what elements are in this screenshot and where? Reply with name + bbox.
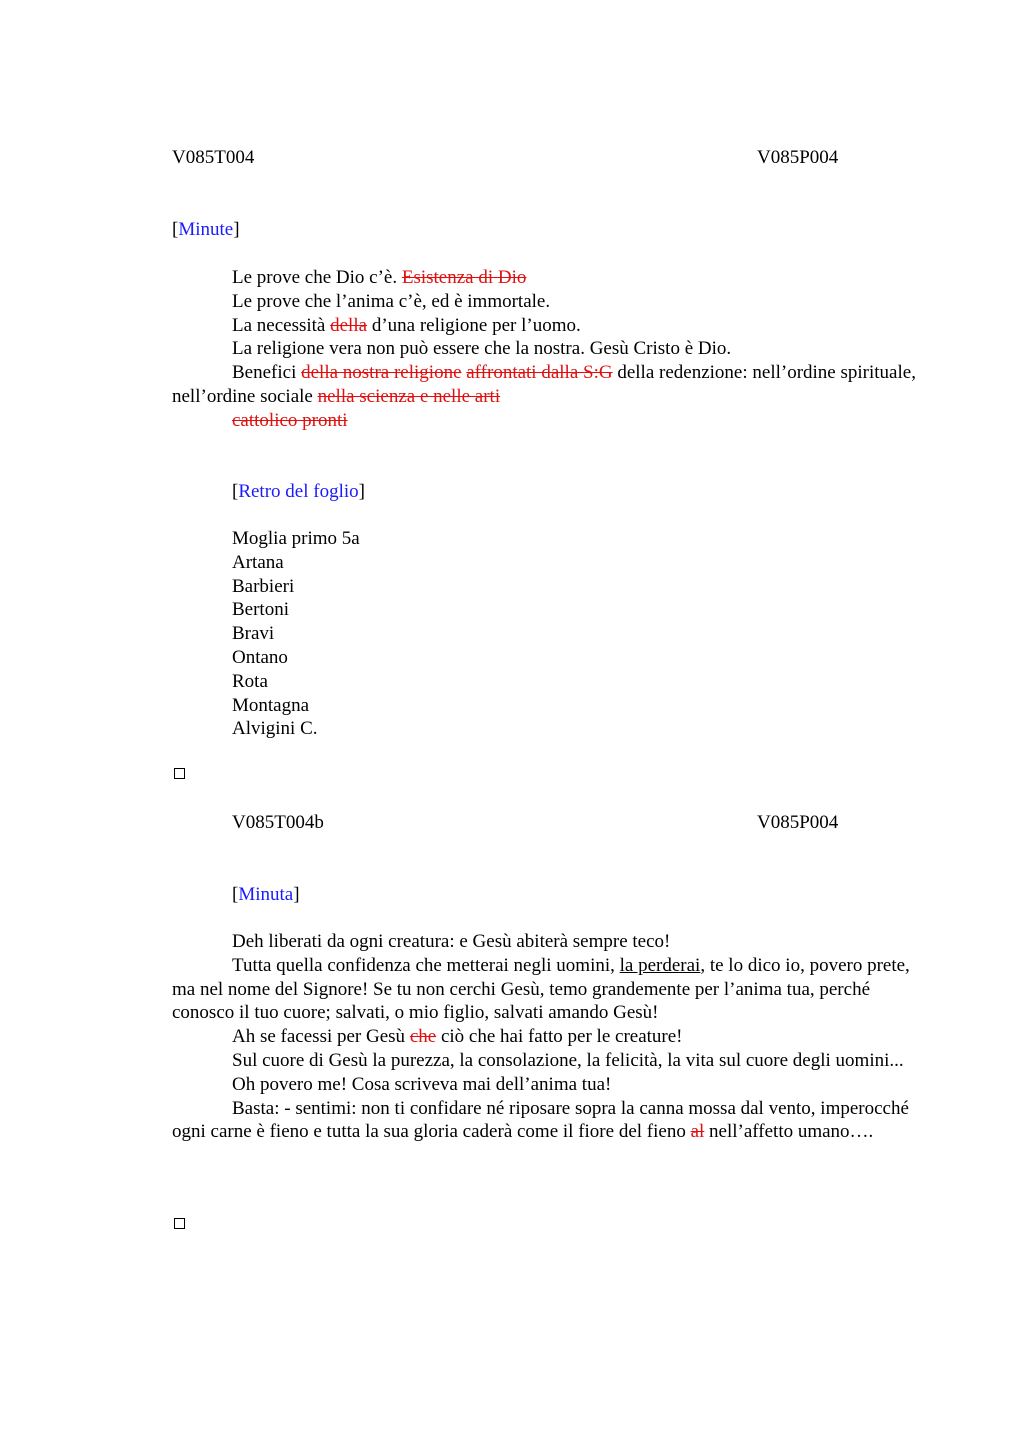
header-row-2 (0, 811, 1024, 835)
paragraph: Benefici della nostra religione affrontati dalla S:G della redenzione: nell’ordine spirituale, nell’ordine sociale nella scienza e nelle arti (172, 362, 916, 407)
page-id-left: V085T004 (172, 147, 255, 168)
minuta-text-block (172, 930, 924, 1144)
list-item: Montagna (232, 694, 310, 716)
deleted-text: della (330, 314, 368, 336)
deleted-text: cattolico pronti (232, 409, 348, 431)
paragraph: La religione vera non può essere che la nostra. Gesù Cristo è Dio. (232, 338, 732, 360)
list-item: Moglia primo 5a (232, 528, 360, 549)
names-list (232, 527, 360, 741)
section-label-minute: [Minute] (172, 219, 240, 240)
section-label-minuta: [Minuta] (232, 884, 300, 905)
deleted-text: della nostra religione (301, 362, 462, 384)
label-text: Minute (178, 219, 234, 240)
list-item: Bertoni (232, 599, 289, 621)
end-mark-square-icon (174, 1218, 185, 1229)
page-id-right: V085P004 (757, 147, 839, 168)
minute-text-block (172, 266, 924, 433)
list-item: Alvigini C. (232, 718, 318, 740)
paragraph: Deh liberati da ogni creatura: e Gesù abiterà sempre teco! (232, 931, 671, 952)
label-text: Minuta (238, 884, 294, 905)
paragraph: Le prove che l’anima c’è, ed è immortale. (232, 290, 551, 312)
paragraph: Tutta quella confidenza che metterai negli uomini, la perderai, te lo dico io, povero prete, ma nel nome del Signore! Se tu non cerchi Gesù, temo grandemente per l’anima tua, perché conosco il tuo cuore; salvati, o mio figlio, salvati amando Gesù! (172, 954, 910, 1024)
section-label-retro: [Retro del foglio] (232, 481, 365, 502)
page-id-right: V085P004 (757, 812, 839, 833)
paragraph: Oh povero me! Cosa scriveva mai dell’anima tua! (232, 1073, 612, 1095)
header-row-1 (0, 146, 1024, 170)
deleted-text: affrontati dalla S:G (466, 362, 613, 384)
list-item: Barbieri (232, 575, 295, 597)
deleted-text: al (690, 1121, 705, 1143)
label-text: Retro del foglio (238, 481, 359, 502)
list-item: Ontano (232, 646, 288, 668)
page-id-left: V085T004b (232, 812, 324, 833)
deleted-text: Esistenza di Dio (401, 267, 527, 288)
underlined-text: la perderai (619, 954, 701, 976)
paragraph: La necessità della d’una religione per l’uomo. (232, 314, 581, 336)
paragraph: Sul cuore di Gesù la purezza, la consolazione, la felicità, la vita sul cuore degli uomini... (232, 1049, 904, 1071)
deleted-text: nella scienza e nelle arti (317, 385, 501, 407)
paragraph (172, 409, 924, 433)
list-item: Artana (232, 551, 284, 573)
list-item: Rota (232, 670, 268, 692)
deleted-text: che (409, 1026, 437, 1048)
paragraph: Le prove che Dio c’è. Esistenza di Dio (232, 267, 527, 288)
paragraph: Basta: - sentimi: non ti confidare né riposare sopra la canna mossa dal vento, imperocché ogni carne è fieno e tutta la sua gloria caderà come il fiore del fieno al nell’affetto umano…. (172, 1097, 909, 1143)
end-mark-square-icon (174, 768, 185, 779)
list-item: Bravi (232, 623, 275, 645)
paragraph: Ah se facessi per Gesù che ciò che hai fatto per le creature! (232, 1026, 683, 1048)
